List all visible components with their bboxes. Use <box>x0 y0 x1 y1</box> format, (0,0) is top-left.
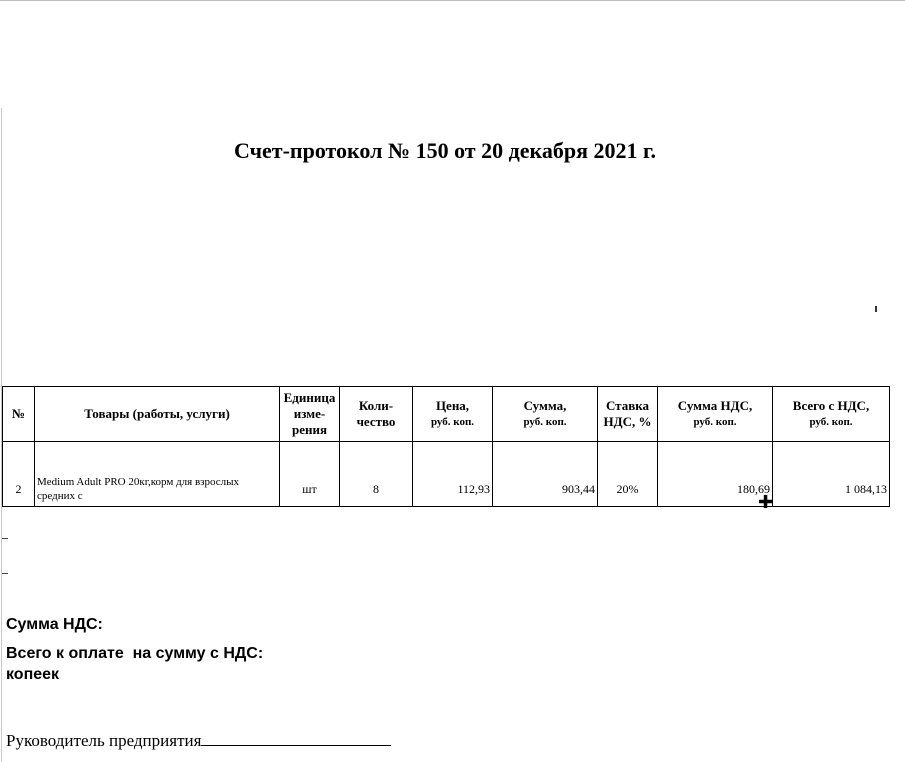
col-header-sum-sub: руб. коп. <box>523 416 567 428</box>
document-title: Счет-протокол № 150 от 20 декабря 2021 г. <box>234 138 656 163</box>
col-header-num: № <box>3 387 35 442</box>
col-header-vat-sum-sub: руб. коп. <box>693 416 737 428</box>
col-header-vat-sum: Сумма НДС, руб. коп. <box>658 387 773 442</box>
director-label: Руководитель предприятия <box>6 731 202 750</box>
cell-vat-rate: 20% <box>598 472 658 507</box>
col-header-price-sub: руб. коп. <box>430 416 475 428</box>
margin-dash <box>2 538 8 539</box>
grand-total-label: Всего к оплате на сумму с НДС: <box>6 645 264 662</box>
table-header-row <box>3 387 890 442</box>
col-header-price: Цена, руб. коп. <box>413 387 493 442</box>
col-header-goods: Товары (работы, услуги) <box>35 387 280 442</box>
invoice-table <box>2 386 890 507</box>
margin-mark <box>875 306 877 312</box>
cell-total: 1 084,13 <box>773 472 890 507</box>
cell-vat-sum: 180,69 <box>658 472 773 507</box>
director-signature <box>6 731 391 751</box>
col-header-sum: Сумма, руб. коп. <box>493 387 598 442</box>
margin-dash <box>2 573 8 574</box>
cell-sum: 903,44 <box>493 472 598 507</box>
cell-num: 2 <box>3 472 35 507</box>
col-header-vat-rate: Ставка НДС, % <box>598 387 658 442</box>
cell-qty: 8 <box>340 472 413 507</box>
kopecks-label: копеек <box>6 666 60 683</box>
move-cursor-icon: ✚ <box>758 492 774 513</box>
page-top-border <box>0 0 905 1</box>
table-row <box>3 472 890 507</box>
table-spacer-row <box>3 442 890 473</box>
vat-total-label: Сумма НДС: <box>6 616 103 633</box>
col-header-qty: Коли-чество <box>340 387 413 442</box>
col-header-total: Всего с НДС, руб. коп. <box>773 387 890 442</box>
cell-unit: шт <box>280 472 340 507</box>
signature-line <box>201 731 391 746</box>
col-header-unit: Единица изме-рения <box>280 387 340 442</box>
cell-price: 112,93 <box>413 472 493 507</box>
col-header-total-sub: руб. коп. <box>809 416 853 428</box>
cell-goods: Medium Adult PRO 20кг,корм для взрослых средних с <box>35 472 280 507</box>
